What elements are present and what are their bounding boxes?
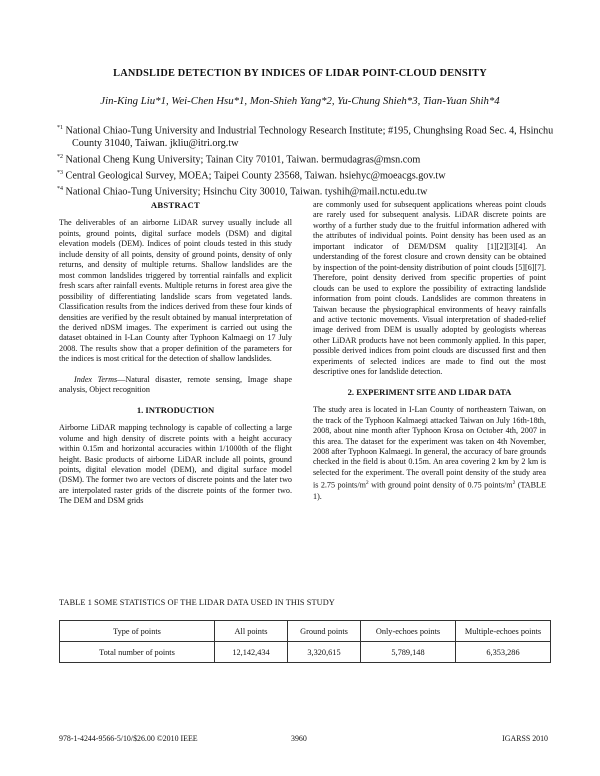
table-cell: 6,353,286 xyxy=(456,642,551,663)
table-cell: Total number of points xyxy=(60,642,215,663)
affiliation-text: National Cheng Kung University; Tainan City 70101, Taiwan. bermudagras@msn.com xyxy=(65,153,421,165)
affiliation-item xyxy=(57,151,557,167)
footer-page-number: 3960 xyxy=(291,734,307,743)
section2-heading: 2. EXPERIMENT SITE AND LIDAR DATA xyxy=(347,386,512,397)
lidar-statistics-table xyxy=(59,620,551,663)
paper-title: LANDSLIDE DETECTION BY INDICES OF LIDAR POINT-CLOUD DENSITY xyxy=(113,68,487,79)
affiliation-list xyxy=(57,122,557,199)
author-list: Jin-King Liu*1, Wei-Chen Hsu*1, Mon-Shieh Yang*2, Yu-Chung Shieh*3, Tian-Yuan Shih*4 xyxy=(100,95,500,107)
right-column xyxy=(313,200,546,502)
footer-copyright: 978-1-4244-9566-5/10/$26.00 ©2010 IEEE xyxy=(59,734,198,743)
table-header-cell: Type of points xyxy=(60,621,215,642)
abstract-text: The deliverables of an airborne LiDAR survey usually include all points, ground points, digital surface models (DSM) and digital elevation models (DEM). Indices of point clouds tested in this study include density of all points, density of ground points, density of only returns, and density of multiple returns. Shallow landslides are the most common landslides triggered by torrential rainfalls and explicit fresh scars after rainfall events. Multiple returns in forest area give the possibility of differentiating landslide scars from vegetated lands. Classification results from the indices derived from these four kinds of densities are verified by the result obtained by manual interpretation of the derived nDSM images. The experiment is carried out using the dataset obtained in I-Lan County after Typhoon Kalmaegi on 17 July 2008. The results show that a proper definition of the parameters for the indices is most critical for the detection of shallow landslides. xyxy=(59,218,292,364)
footer-conference: IGARSS 2010 xyxy=(502,734,548,743)
table-cell: 3,320,615 xyxy=(288,642,361,663)
section2-text xyxy=(313,405,546,502)
table-cell: 5,789,148 xyxy=(361,642,456,663)
affiliation-mark: *2 xyxy=(57,153,63,160)
intro-continued-text: are commonly used for subsequent applications whereas point clouds are rarely used for subsequent analysis. LiDAR discrete points are worthy of a further study due to the fruitful information adhered with the attributes of individual points. Point density has been used as an important indicator of DEM/DSM quality [1][2][3][4]. An understanding of the forest closure and crown density can be obtained by inspection of the point-density distribution of point clouds [5][6][7]. Therefore, point density derived from specific properties of point clouds can be used to explore the possibility of extracting landslide information from point clouds. Landslides are common threatens in Taiwan because the physiographical environments of heavy rainfalls and active tectonic movements. Visual interpretation of shaded-relief image derived from DEM is usually adopted by geologists whereas other LiDAR products have not been commonly applied. In this paper, possible derived indices from point clouds are discussed first and then experiments of selected indices are made to find out the most descriptive ones for landslide detection. xyxy=(313,200,546,377)
affiliation-item xyxy=(57,167,557,183)
affiliation-item xyxy=(57,183,557,199)
abstract-heading: ABSTRACT xyxy=(150,200,201,210)
table-header-row xyxy=(60,621,551,642)
table-caption: TABLE 1 SOME STATISTICS OF THE LIDAR DATA USED IN THIS STUDY xyxy=(59,598,335,607)
index-terms-text: —Natural disaster, remote sensing, Image shape analysis, Object recognition xyxy=(59,374,292,395)
affiliation-mark: *3 xyxy=(57,169,63,176)
intro-text: Airborne LiDAR mapping technology is capable of collecting a large volume and high density of discrete points with a height accuracy within 0.15m and horizontal accuracies within 1/1000th of the flight height. Basic products of airborne LiDAR include all points, ground points, digital elevation model (DEM), and digital surface model (DSM). The former two are vectors of discrete points and the later two are interpolated raster grids of the discrete points of the former two. The DEM and DSM grids xyxy=(59,423,292,506)
affiliation-item xyxy=(57,122,557,151)
table-header-cell: Multiple-echoes points xyxy=(456,621,551,642)
index-terms-label: Index Terms xyxy=(74,374,118,384)
table-header-cell: Only-echoes points xyxy=(361,621,456,642)
table-header-cell: All points xyxy=(215,621,288,642)
table-cell: 12,142,434 xyxy=(215,642,288,663)
affiliation-text: National Chiao-Tung University and Industrial Technology Research Institute; #195, Chunghsing Road Sec. 4, Hsinchu County 31040, Taiwan. jkliu@itri.org.tw xyxy=(65,125,554,149)
affiliation-mark: *4 xyxy=(57,185,63,192)
superscript: 2 xyxy=(365,480,369,487)
section2-text-part1: The study area is located in I-Lan County of northeastern Taiwan, on the track of the Typhoon Kalmaegi attacked Taiwan on July 16th-18th, 2008, about nine month after Typhoon Krosa on October 4th, 2007 in this area. The dataset for the experiment was taken on 4th November, 2008 after Typhoon Kalmaegi. In general, the accuracy of bare grounds checked in the field is about 0.15m. An area covering 2 km by 2 km is selected for the experiment. The overall point density of the study area is 2.75 points/m xyxy=(313,405,546,491)
section2-text-part3: (TABLE 1). xyxy=(313,481,546,501)
index-terms xyxy=(59,375,292,396)
section2-text-part2: with ground point density of 0.75 points/m xyxy=(368,481,513,491)
intro-heading: 1. INTRODUCTION xyxy=(136,404,215,415)
affiliation-text: National Chiao-Tung University; Hsinchu City 30010, Taiwan. tyshih@mail.nctu.edu.tw xyxy=(65,185,428,197)
affiliation-mark: *1 xyxy=(57,125,63,131)
affiliation-text: Central Geological Survey, MOEA; Taipei County 23568, Taiwan. hsiehyc@moeacgs.gov.tw xyxy=(65,169,446,181)
table-row xyxy=(60,642,551,663)
superscript: 2 xyxy=(512,480,516,487)
left-column xyxy=(59,200,292,507)
table-header-cell: Ground points xyxy=(288,621,361,642)
